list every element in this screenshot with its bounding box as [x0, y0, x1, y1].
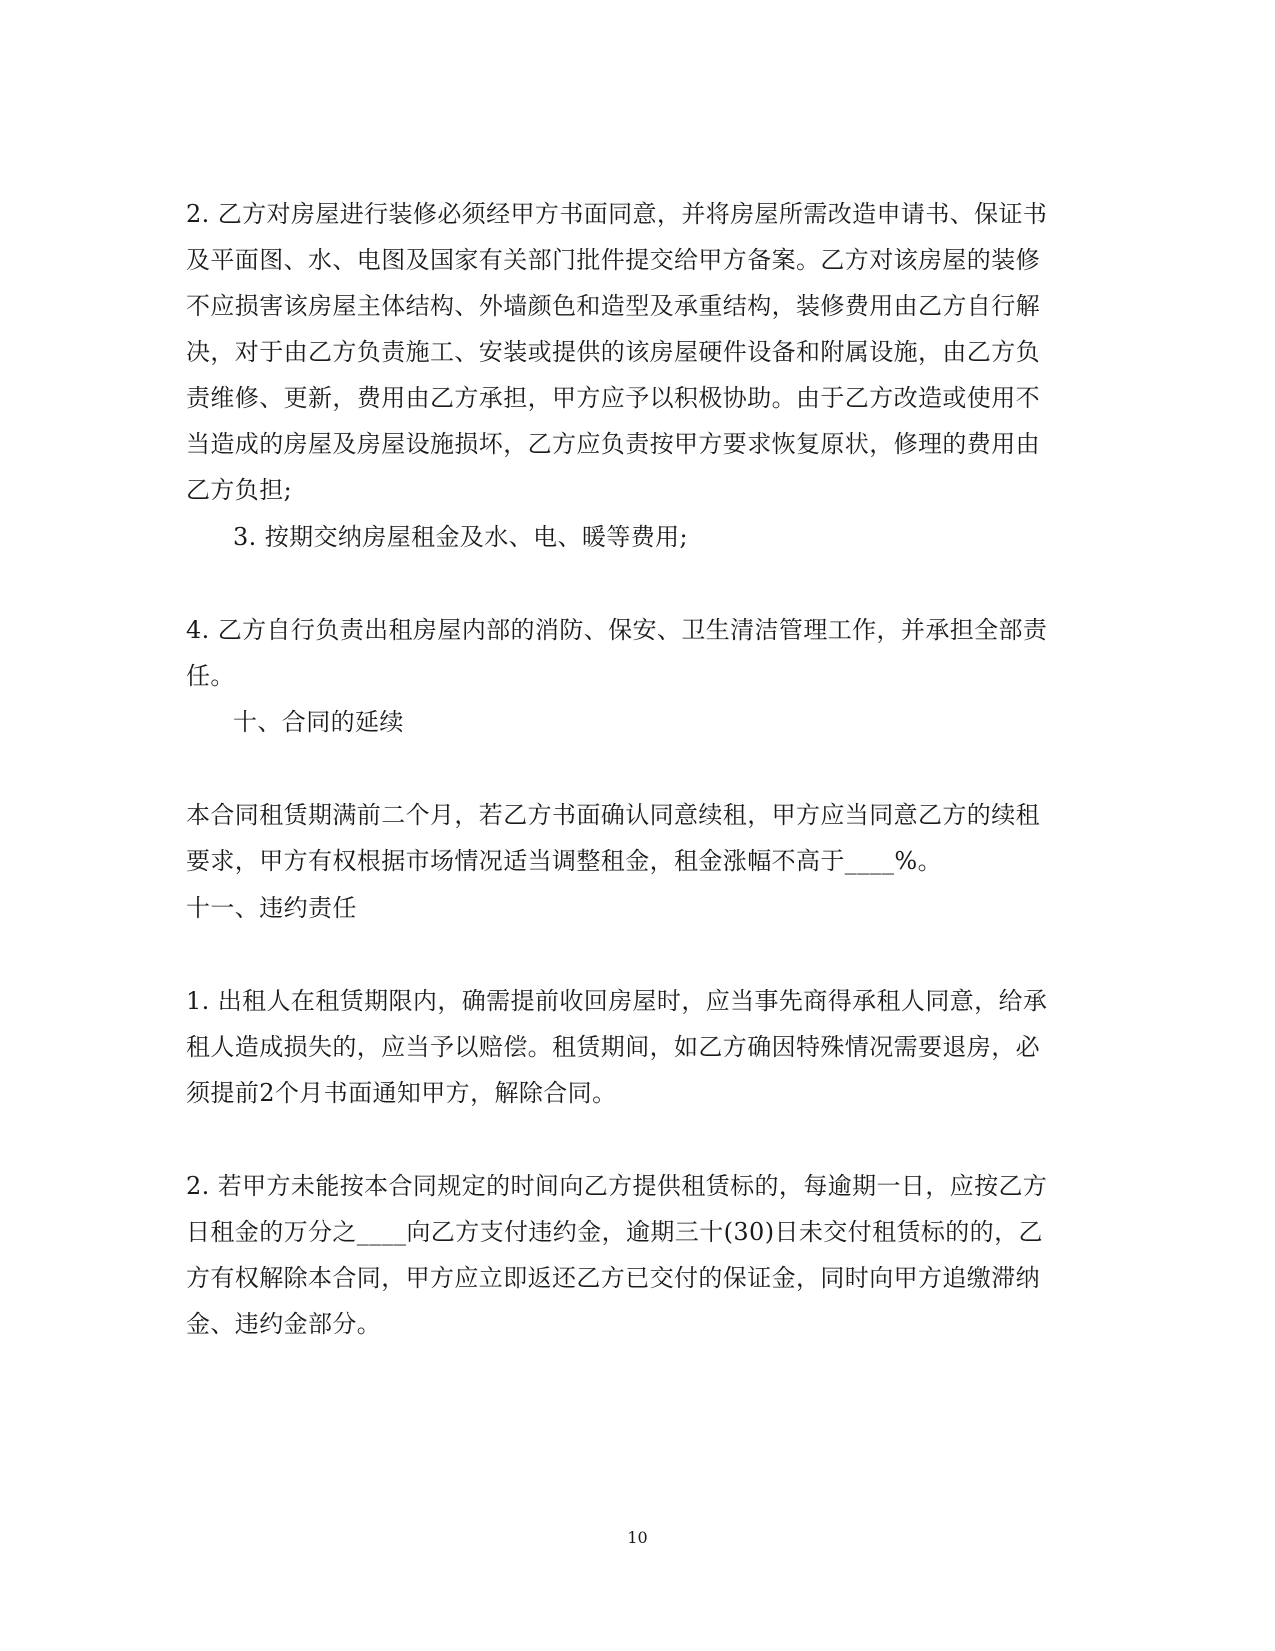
paragraph-line: 金、违约金部分。 — [186, 1310, 382, 1338]
paragraph-line: 2. 乙方对房屋进行装修必须经甲方书面同意，并将房屋所需改造申请书、保证书 — [186, 200, 1048, 228]
paragraph-line: 要求，甲方有权根据市场情况适当调整租金，租金涨幅不高于____%。 — [186, 847, 943, 875]
paragraph-line: 4. 乙方自行负责出租房屋内部的消防、保安、卫生清洁管理工作，并承担全部责 — [186, 616, 1048, 644]
paragraph-line: 责维修、更新，费用由乙方承担，甲方应予以积极协助。由于乙方改造或使用不 — [186, 384, 1040, 412]
paragraph-line: 方有权解除本合同，甲方应立即返还乙方已交付的保证金，同时向甲方追缴滞纳 — [186, 1264, 1040, 1292]
paragraph-line: 租人造成损失的，应当予以赔偿。租赁期间，如乙方确因特殊情况需要退房，必 — [186, 1033, 1040, 1061]
paragraph-line: 决，对于由乙方负责施工、安装或提供的该房屋硬件设备和附属设施，由乙方负 — [186, 338, 1040, 366]
section-heading: 十一、违约责任 — [186, 894, 357, 922]
section-heading: 十、合同的延续 — [233, 708, 404, 736]
paragraph-line: 2. 若甲方未能按本合同规定的时间向乙方提供租赁标的，每逾期一日，应按乙方 — [186, 1172, 1048, 1200]
paragraph-line: 当造成的房屋及房屋设施损坏，乙方应负责按甲方要求恢复原状，修理的费用由 — [186, 430, 1040, 458]
paragraph-line: 须提前2个月书面通知甲方，解除合同。 — [186, 1079, 617, 1107]
paragraph-line: 日租金的万分之____向乙方支付违约金，逾期三十(30)日未交付租赁标的的，乙 — [186, 1218, 1043, 1246]
paragraph-line: 及平面图、水、电图及国家有关部门批件提交给甲方备案。乙方对该房屋的装修 — [186, 246, 1040, 274]
paragraph-line: 3. 按期交纳房屋租金及水、电、暖等费用; — [233, 523, 689, 551]
paragraph-line: 乙方负担; — [186, 476, 293, 504]
paragraph-line: 本合同租赁期满前二个月，若乙方书面确认同意续租，甲方应当同意乙方的续租 — [186, 801, 1040, 829]
page-number: 10 — [627, 1528, 648, 1547]
paragraph-line: 1. 出租人在租赁期限内，确需提前收回房屋时，应当事先商得承租人同意，给承 — [186, 987, 1048, 1015]
paragraph-line: 任。 — [186, 662, 235, 690]
paragraph-line: 不应损害该房屋主体结构、外墙颜色和造型及承重结构，装修费用由乙方自行解 — [186, 292, 1040, 320]
